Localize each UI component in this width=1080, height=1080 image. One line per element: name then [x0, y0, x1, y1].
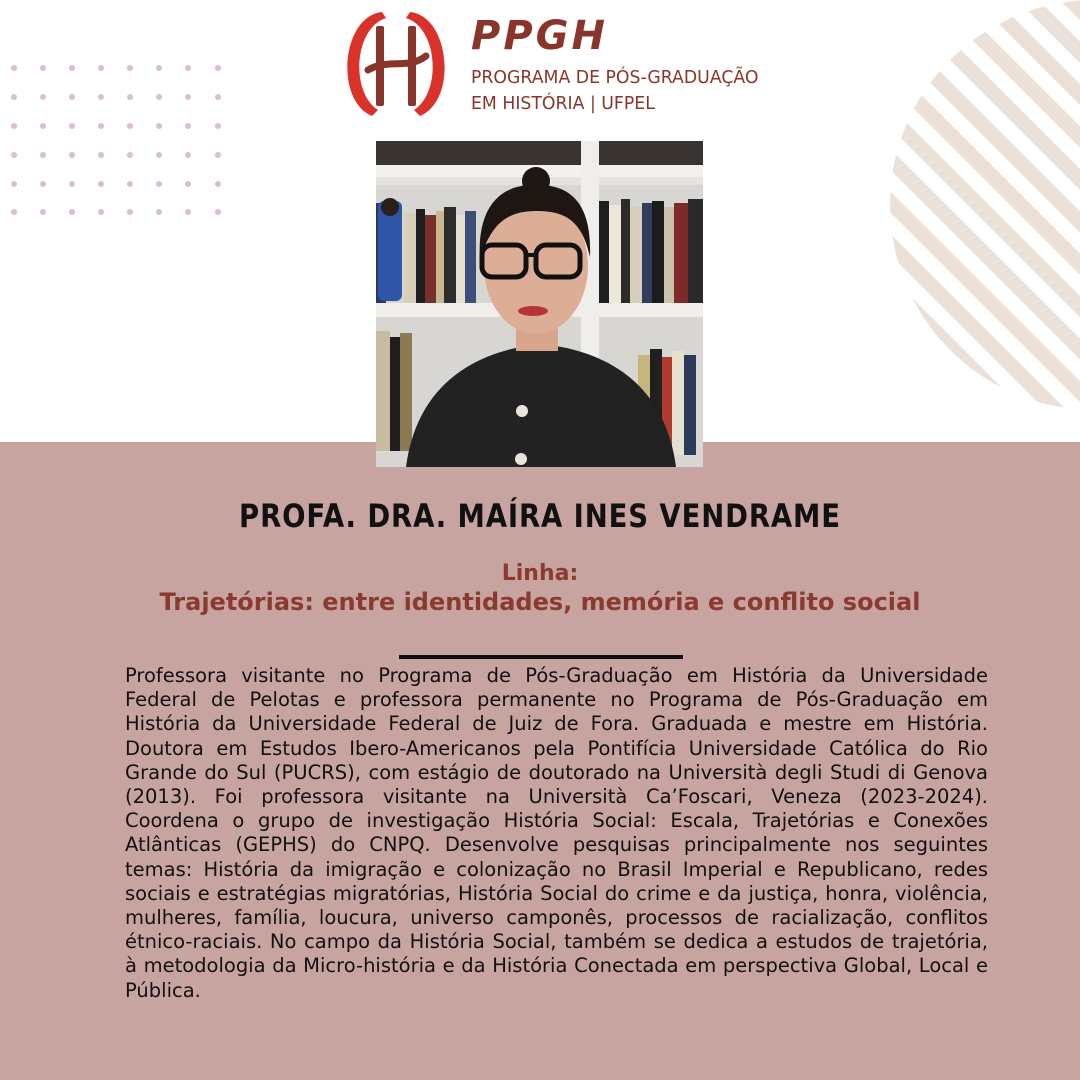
logo-subtitle-line1: PROGRAMA DE PÓS-GRADUAÇÃO [471, 67, 759, 88]
striped-circle-decoration [890, 0, 1080, 410]
research-line-label: Linha: [501, 561, 579, 586]
logo-subtitle-line2: EM HISTÓRIA | UFPEL [471, 93, 655, 114]
ppgh-h-emblem-icon [338, 8, 454, 120]
biography-text: Professora visitante no Programa de Pós-Graduação em História da Universidade Federal de Pelotas e professora permanente no Programa de Pós-Graduação em História da Universidade Federal de Juiz de Fora. Graduada e mestre em História. Doutora em Estudos Ibero-Americanos pela Pontifícia Universidade Católica do Rio Grande do Sul (PUCRS), com estágio de doutorado na Università degli Studi di Genova (2013). Foi professora visitante na Università Ca’Foscari, Veneza (2023-2024). Coordena o grupo de investigação História Social: Escala, Trajetórias e Conexões Atlânticas (GEPHS) do CNPQ. Desenvolve pesquisas principalmente nos seguintes temas: História da imigração e colonização no Brasil Imperial e Republicano, redes sociais e estratégias migratórias, História Social do crime e da justiça, honra, violência, mulheres, família, loucura, universo camponês, processos de racialização, conflitos étnico-raciais. No campo da História Social, também se dedica a estudos de trajetória, à metodologia da Micro-história e da História Conectada em perspectiva Global, Local e Pública. [125, 664, 988, 1002]
research-line-title: Trajetórias: entre identidades, memória e conflito social [159, 588, 921, 616]
professor-name: PROFA. DRA. MAÍRA INES VENDRAME [239, 497, 841, 535]
dot-grid-decoration [4, 60, 234, 230]
ppgh-logo [338, 8, 758, 120]
divider-line [399, 655, 683, 659]
portrait-photo [376, 141, 703, 467]
logo-acronym: PPGH [471, 13, 608, 59]
